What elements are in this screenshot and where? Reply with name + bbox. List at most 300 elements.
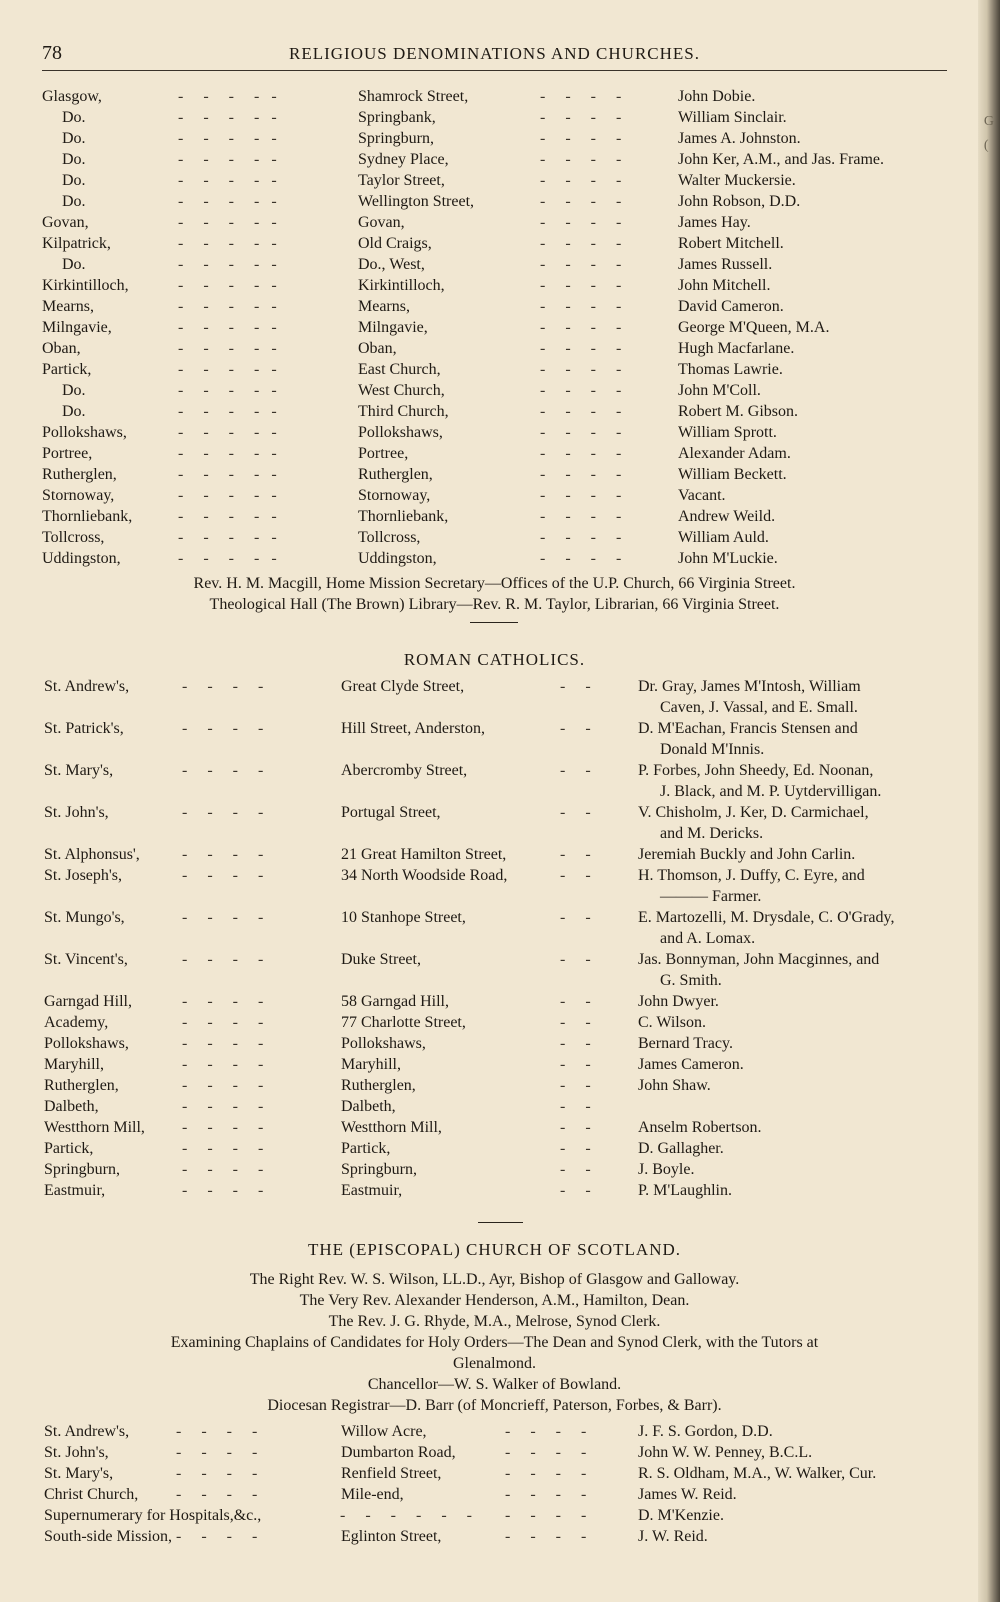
street-name: Sydney Place, [358,151,449,168]
street-name: Mearns, [358,298,410,315]
place-name: Rutherglen, [42,466,117,483]
street-name: Do., West, [358,256,425,273]
leader-dashes: - - [560,1182,591,1199]
leader-dashes: - - - - [182,1098,264,1115]
leader-dashes: - - - - [540,319,622,336]
clergy-names: J. F. S. Gordon, D.D. [638,1423,773,1440]
street-name: Taylor Street, [358,172,445,189]
edge-glyphs: G ( [983,114,994,153]
table-row [0,1117,1000,1138]
minister-name: James Russell. [678,256,773,273]
leader-dashes: - - - - [540,424,622,441]
officer-line: Diocesan Registrar—D. Barr (of Moncrieff, Paterson, Forbes, & Barr). [267,1397,722,1414]
place-name: Kilpatrick, [42,235,111,252]
table-row [0,86,1000,107]
minister-name: Alexander Adam. [678,445,791,462]
table-row [0,485,1000,506]
church-address: Westthorn Mill, [341,1119,442,1136]
church-address: 10 Stanhope Street, [341,909,466,926]
church-name: Springburn, [44,1161,120,1178]
street-name: Shamrock Street, [358,88,469,105]
street-name: Pollokshaws, [358,424,443,441]
leader-dashes: - - [560,1119,591,1136]
street-name: Milngavie, [358,319,428,336]
leader-dashes: - - - - - [178,193,277,210]
church-name: Supernumerary for Hospitals,&c., [44,1507,262,1524]
leader-dashes: - - - - [540,550,622,567]
street-name: Springburn, [358,130,434,147]
leader-dashes: - - - - [176,1465,258,1482]
street-name: West Church, [358,382,445,399]
leader-dashes: - - - - - [178,235,277,252]
table-row [0,865,1000,907]
table-row [0,254,1000,275]
table-row [0,1442,1000,1463]
leader-dashes: - - - - [540,235,622,252]
church-address: 58 Garngad Hill, [341,993,449,1010]
clergy-names: P. Forbes, John Sheedy, Ed. Noonan, [638,762,874,779]
leader-dashes: - - - - - [178,319,277,336]
leader-dashes: - - - - - [178,214,277,231]
church-name: Pollokshaws, [44,1035,129,1052]
church-address: Eastmuir, [341,1182,403,1199]
table-row [0,170,1000,191]
clergy-names: Anselm Robertson. [638,1119,762,1136]
clergy-names: James Cameron. [638,1056,744,1073]
leader-dashes: - - - - [540,508,622,525]
leader-dashes: - - - - [182,951,264,968]
leader-dashes: - - - - [176,1486,258,1503]
minister-name: George M'Queen, M.A. [678,319,830,336]
church-name: Dalbeth, [44,1098,99,1115]
table-row [0,107,1000,128]
church-name: Academy, [44,1014,109,1031]
minister-name: Andrew Weild. [678,508,776,525]
place-name: Oban, [42,340,81,357]
table-row [0,191,1000,212]
table-row [0,1012,1000,1033]
table-row [0,1526,1000,1547]
leader-dashes: - - - - - [178,508,277,525]
leader-dashes: - - - - [540,403,622,420]
street-name: Tollcross, [358,529,421,546]
table-row [0,1138,1000,1159]
leader-dashes: - - - - [182,846,264,863]
leader-dashes: - - - - [176,1423,258,1440]
leader-dashes: - - - - [540,88,622,105]
leader-dashes: - - - - [176,1528,258,1545]
church-name: Westthorn Mill, [44,1119,145,1136]
leader-dashes: - - - - - [178,382,277,399]
table-row [0,548,1000,569]
table-row [0,380,1000,401]
leader-dashes: - - - - [505,1423,587,1440]
minister-name: James Hay. [678,214,751,231]
table-row [0,233,1000,254]
church-name: St. Joseph's, [44,867,123,884]
leader-dashes: - - - - [540,487,622,504]
clergy-names: D. M'Eachan, Francis Stensen and [638,720,858,737]
table-row [0,1463,1000,1484]
leader-dashes: - - - - [182,1182,264,1199]
table-row [0,844,1000,865]
table-row [0,464,1000,485]
place-name: Pollokshaws, [42,424,127,441]
leader-dashes: - - - - - [178,109,277,126]
table-row [0,1033,1000,1054]
clergy-names: V. Chisholm, J. Ker, D. Carmichael, [638,804,869,821]
table-row [0,506,1000,527]
leader-dashes: - - - - [540,214,622,231]
minister-name: Robert Mitchell. [678,235,784,252]
minister-name: John Dobie. [678,88,756,105]
church-name: St. Vincent's, [44,951,128,968]
table-row [0,1484,1000,1505]
leader-dashes: - - [560,1035,591,1052]
officer-line: The Right Rev. W. S. Wilson, LL.D., Ayr, Bishop of Glasgow and Galloway. [249,1271,740,1288]
leader-dashes: - - [560,846,591,863]
leader-dashes: - - - - [540,340,622,357]
table-row [0,296,1000,317]
table-row [0,760,1000,802]
street-name: East Church, [358,361,441,378]
church-address: Duke Street, [341,951,421,968]
place-name: Do. [62,403,86,420]
leader-dashes: - - - - - [178,151,277,168]
table-row [0,1159,1000,1180]
table-row [0,422,1000,443]
church-address: Portugal Street, [341,804,441,821]
street-name: Oban, [358,340,397,357]
clergy-names: P. M'Laughlin. [638,1182,732,1199]
church-address: Partick, [341,1140,391,1157]
church-address: Renfield Street, [341,1465,442,1482]
place-name: Thornliebank, [42,508,133,525]
church-address: Great Clyde Street, [341,678,465,695]
officer-line: Chancellor—W. S. Walker of Bowland. [367,1376,622,1393]
minister-name: William Auld. [678,529,769,546]
section-divider [478,1222,523,1223]
clergy-names-cont: and A. Lomax. [660,930,756,947]
street-name: Old Craigs, [358,235,432,252]
leader-dashes: - - [560,909,591,926]
clergy-names: C. Wilson. [638,1014,706,1031]
leader-dashes: - - - - [505,1465,587,1482]
up-note-library: Theological Hall (The Brown) Library—Rev. R. M. Taylor, Librarian, 66 Virginia Street. [209,596,780,613]
leader-dashes: - - - - [540,130,622,147]
clergy-names-cont: and M. Dericks. [660,825,764,842]
street-name: Rutherglen, [358,466,433,483]
clergy-names-cont: Donald M'Innis. [660,741,765,758]
table-row [0,1075,1000,1096]
table-row [0,949,1000,991]
minister-name: James A. Johnston. [678,130,801,147]
table-row [0,907,1000,949]
place-name: Do. [62,382,86,399]
church-name: St. Mungo's, [44,909,125,926]
table-row [0,212,1000,233]
leader-dashes: - - - - - [178,361,277,378]
clergy-names: John W. W. Penney, B.C.L. [638,1444,813,1461]
table-row [0,718,1000,760]
church-name: Partick, [44,1140,94,1157]
leader-dashes: - - - - [182,1035,264,1052]
table-row [0,128,1000,149]
leader-dashes: - - - - - [178,466,277,483]
church-name: Eastmuir, [44,1182,106,1199]
minister-name: Hugh Macfarlane. [678,340,795,357]
minister-name: Thomas Lawrie. [678,361,783,378]
minister-name: Robert M. Gibson. [678,403,798,420]
church-address: Rutherglen, [341,1077,416,1094]
leader-dashes: - - - - [505,1444,587,1461]
place-name: Do. [62,130,86,147]
street-name: Kirkintilloch, [358,277,445,294]
leader-dashes: - - - - - [178,487,277,504]
leader-dashes: - - - - [505,1528,587,1545]
clergy-names: H. Thomson, J. Duffy, C. Eyre, and [638,867,865,884]
leader-dashes: - - - - - [178,298,277,315]
place-name: Do. [62,109,86,126]
leader-dashes: - - [560,1077,591,1094]
leader-dashes: - - - - - [178,172,277,189]
leader-dashes: - - - - [540,172,622,189]
clergy-names: J. Boyle. [638,1161,695,1178]
place-name: Portree, [42,445,93,462]
leader-dashes: - - - - - [178,424,277,441]
table-row [0,443,1000,464]
clergy-names-cont: J. Black, and M. P. Uytdervilligan. [660,783,882,800]
minister-name: William Beckett. [678,466,787,483]
church-address: Springburn, [341,1161,417,1178]
leader-dashes: - - [560,762,591,779]
leader-dashes: - - - - - [178,277,277,294]
leader-dashes: - - - - [540,256,622,273]
leader-dashes: - - - - [540,466,622,483]
church-address: Eglinton Street, [341,1528,442,1545]
church-address: Willow Acre, [341,1423,427,1440]
leader-dashes: - - [560,720,591,737]
table-row [0,149,1000,170]
clergy-names-cont: ——— Farmer. [660,888,762,905]
leader-dashes: - - [560,993,591,1010]
place-name: Uddingston, [42,550,121,567]
clergy-names: Dr. Gray, James M'Intosh, William [638,678,861,695]
leader-dashes: - - - - [505,1507,587,1524]
place-name: Kirkintilloch, [42,277,129,294]
clergy-names: D. Gallagher. [638,1140,724,1157]
officer-line: The Very Rev. Alexander Henderson, A.M., Hamilton, Dean. [299,1292,690,1309]
church-name: Garngad Hill, [44,993,132,1010]
table-row [0,802,1000,844]
church-address: 34 North Woodside Road, [341,867,508,884]
street-name: Govan, [358,214,405,231]
church-name: Maryhill, [44,1056,104,1073]
leader-dashes: - - - - [182,1056,264,1073]
table-row [0,527,1000,548]
episcopal-section-title: THE (EPISCOPAL) CHURCH OF SCOTLAND. [308,1240,681,1259]
table-row [0,359,1000,380]
minister-name: John M'Coll. [678,382,761,399]
place-name: Partick, [42,361,92,378]
minister-name: John Robson, D.D. [678,193,801,210]
leader-dashes: - - [560,804,591,821]
church-address: Pollokshaws, [341,1035,426,1052]
leader-dashes: - - [560,1161,591,1178]
table-row [0,275,1000,296]
clergy-names: R. S. Oldham, M.A., W. Walker, Cur. [638,1465,877,1482]
place-name: Do. [62,151,86,168]
leader-dashes: - - - - [540,445,622,462]
officer-line: The Rev. J. G. Rhyde, M.A., Melrose, Synod Clerk. [328,1313,661,1330]
table-row [0,1421,1000,1442]
church-name: South-side Mission, [44,1528,173,1545]
page-number: 78 [42,42,62,64]
place-name: Milngavie, [42,319,112,336]
leader-dashes: - - - - [182,720,264,737]
minister-name: William Sinclair. [678,109,787,126]
table-row [0,338,1000,359]
church-address: 77 Charlotte Street, [341,1014,466,1031]
leader-dashes: - - [560,1140,591,1157]
clergy-names: Jas. Bonnyman, John Macginnes, and [638,951,880,968]
table-row [0,1096,1000,1117]
minister-name: Walter Muckersie. [678,172,796,189]
church-address: 21 Great Hamilton Street, [341,846,507,863]
leader-dashes: - - - - - [178,256,277,273]
place-name: Glasgow, [42,88,102,105]
leader-dashes: - - - - [182,909,264,926]
leader-dashes: - - - - [176,1444,258,1461]
minister-name: William Sprott. [678,424,777,441]
leader-dashes: - - - - - [178,550,277,567]
place-name: Tollcross, [42,529,105,546]
leader-dashes: - - - - [540,298,622,315]
leader-dashes: - - - - [182,867,264,884]
clergy-names: John Shaw. [638,1077,711,1094]
rc-section-title: ROMAN CATHOLICS. [403,650,586,669]
clergy-names-cont: Caven, J. Vassal, and E. Small. [660,699,858,716]
officer-line: Examining Chaplains of Candidates for Holy Orders—The Dean and Synod Clerk, with the Tutors at [170,1334,819,1351]
church-name: St. Andrew's, [44,1423,130,1440]
church-address: Abercromby Street, [341,762,468,779]
church-address: Hill Street, Anderston, [341,720,485,737]
street-name: Portree, [358,445,409,462]
minister-name: John Mitchell. [678,277,771,294]
clergy-names: D. M'Kenzie. [638,1507,724,1524]
leader-dashes: - - - - [540,109,622,126]
place-name: Do. [62,256,86,273]
church-name: St. Andrew's, [44,678,130,695]
place-name: Do. [62,193,86,210]
leader-dashes: - - [560,867,591,884]
place-name: Do. [62,172,86,189]
clergy-names: Jeremiah Buckly and John Carlin. [638,846,856,863]
church-name: St. John's, [44,1444,109,1461]
leader-dashes: - - - - [505,1486,587,1503]
leader-dashes: - - [560,951,591,968]
street-name: Uddingston, [358,550,437,567]
table-row [0,991,1000,1012]
leader-dashes: - - - - [182,993,264,1010]
church-address: Dumbarton Road, [341,1444,456,1461]
up-note-mission: Rev. H. M. Macgill, Home Mission Secretary—Offices of the U.P. Church, 66 Virginia Street. [193,575,796,592]
officer-line: Glenalmond. [452,1355,537,1372]
church-address: Maryhill, [341,1056,401,1073]
place-name: Mearns, [42,298,94,315]
street-name: Thornliebank, [358,508,449,525]
leader-dashes: - - - - - [178,340,277,357]
leader-dashes: - - - - [182,804,264,821]
church-name: St. John's, [44,804,109,821]
place-name: Stornoway, [42,487,115,504]
leader-dashes: - - - - [182,1014,264,1031]
leader-dashes: - - - - - [178,529,277,546]
table-row [0,1180,1000,1201]
leader-dashes: - - - - [182,762,264,779]
clergy-names-cont: G. Smith. [660,972,722,989]
page-header [42,40,947,71]
church-name: Rutherglen, [44,1077,119,1094]
leader-dashes: - - - - [540,382,622,399]
clergy-names: John Dwyer. [638,993,719,1010]
minister-name: David Cameron. [678,298,784,315]
leader-dashes: - - [560,1056,591,1073]
table-row [0,1505,1000,1526]
leader-dashes: - - - - - [178,445,277,462]
street-name: Stornoway, [358,487,431,504]
leader-dashes: - - - - [182,1161,264,1178]
leader-dashes: - - - - [540,529,622,546]
street-name: Wellington Street, [358,193,475,210]
section-divider [470,622,518,623]
table-row [0,676,1000,718]
church-name: St. Patrick's, [44,720,124,737]
church-name: Christ Church, [44,1486,139,1503]
street-name: Springbank, [358,109,436,126]
running-title: RELIGIOUS DENOMINATIONS AND CHURCHES. [288,44,700,63]
leader-dashes: - - - - [182,1077,264,1094]
minister-name: John Ker, A.M., and Jas. Frame. [678,151,884,168]
church-name: St. Mary's, [44,762,114,779]
minister-name: Vacant. [678,487,726,504]
clergy-names: E. Martozelli, M. Drysdale, C. O'Grady, [638,909,895,926]
clergy-names: J. W. Reid. [638,1528,708,1545]
leader-dashes: - - - - [182,1119,264,1136]
place-name: Govan, [42,214,89,231]
leader-dashes: - - - - [540,193,622,210]
church-address: Mile-end, [341,1486,404,1503]
street-name: Third Church, [358,403,449,420]
leader-dashes: - - - - - [178,403,277,420]
table-row [0,401,1000,422]
clergy-names: Bernard Tracy. [638,1035,733,1052]
leader-dashes: - - - - - [178,130,277,147]
leader-dashes: - - [560,1014,591,1031]
leader-dashes: - - - - - - [340,1507,472,1524]
leader-dashes: - - [560,678,591,695]
leader-dashes: - - - - [182,678,264,695]
church-address: Dalbeth, [341,1098,396,1115]
church-name: St. Alphonsus', [44,846,140,863]
leader-dashes: - - - - [540,361,622,378]
leader-dashes: - - - - - [178,88,277,105]
leader-dashes: - - - - [182,1140,264,1157]
clergy-names: James W. Reid. [638,1486,737,1503]
minister-name: John M'Luckie. [678,550,778,567]
leader-dashes: - - - - [540,277,622,294]
table-row [0,1054,1000,1075]
